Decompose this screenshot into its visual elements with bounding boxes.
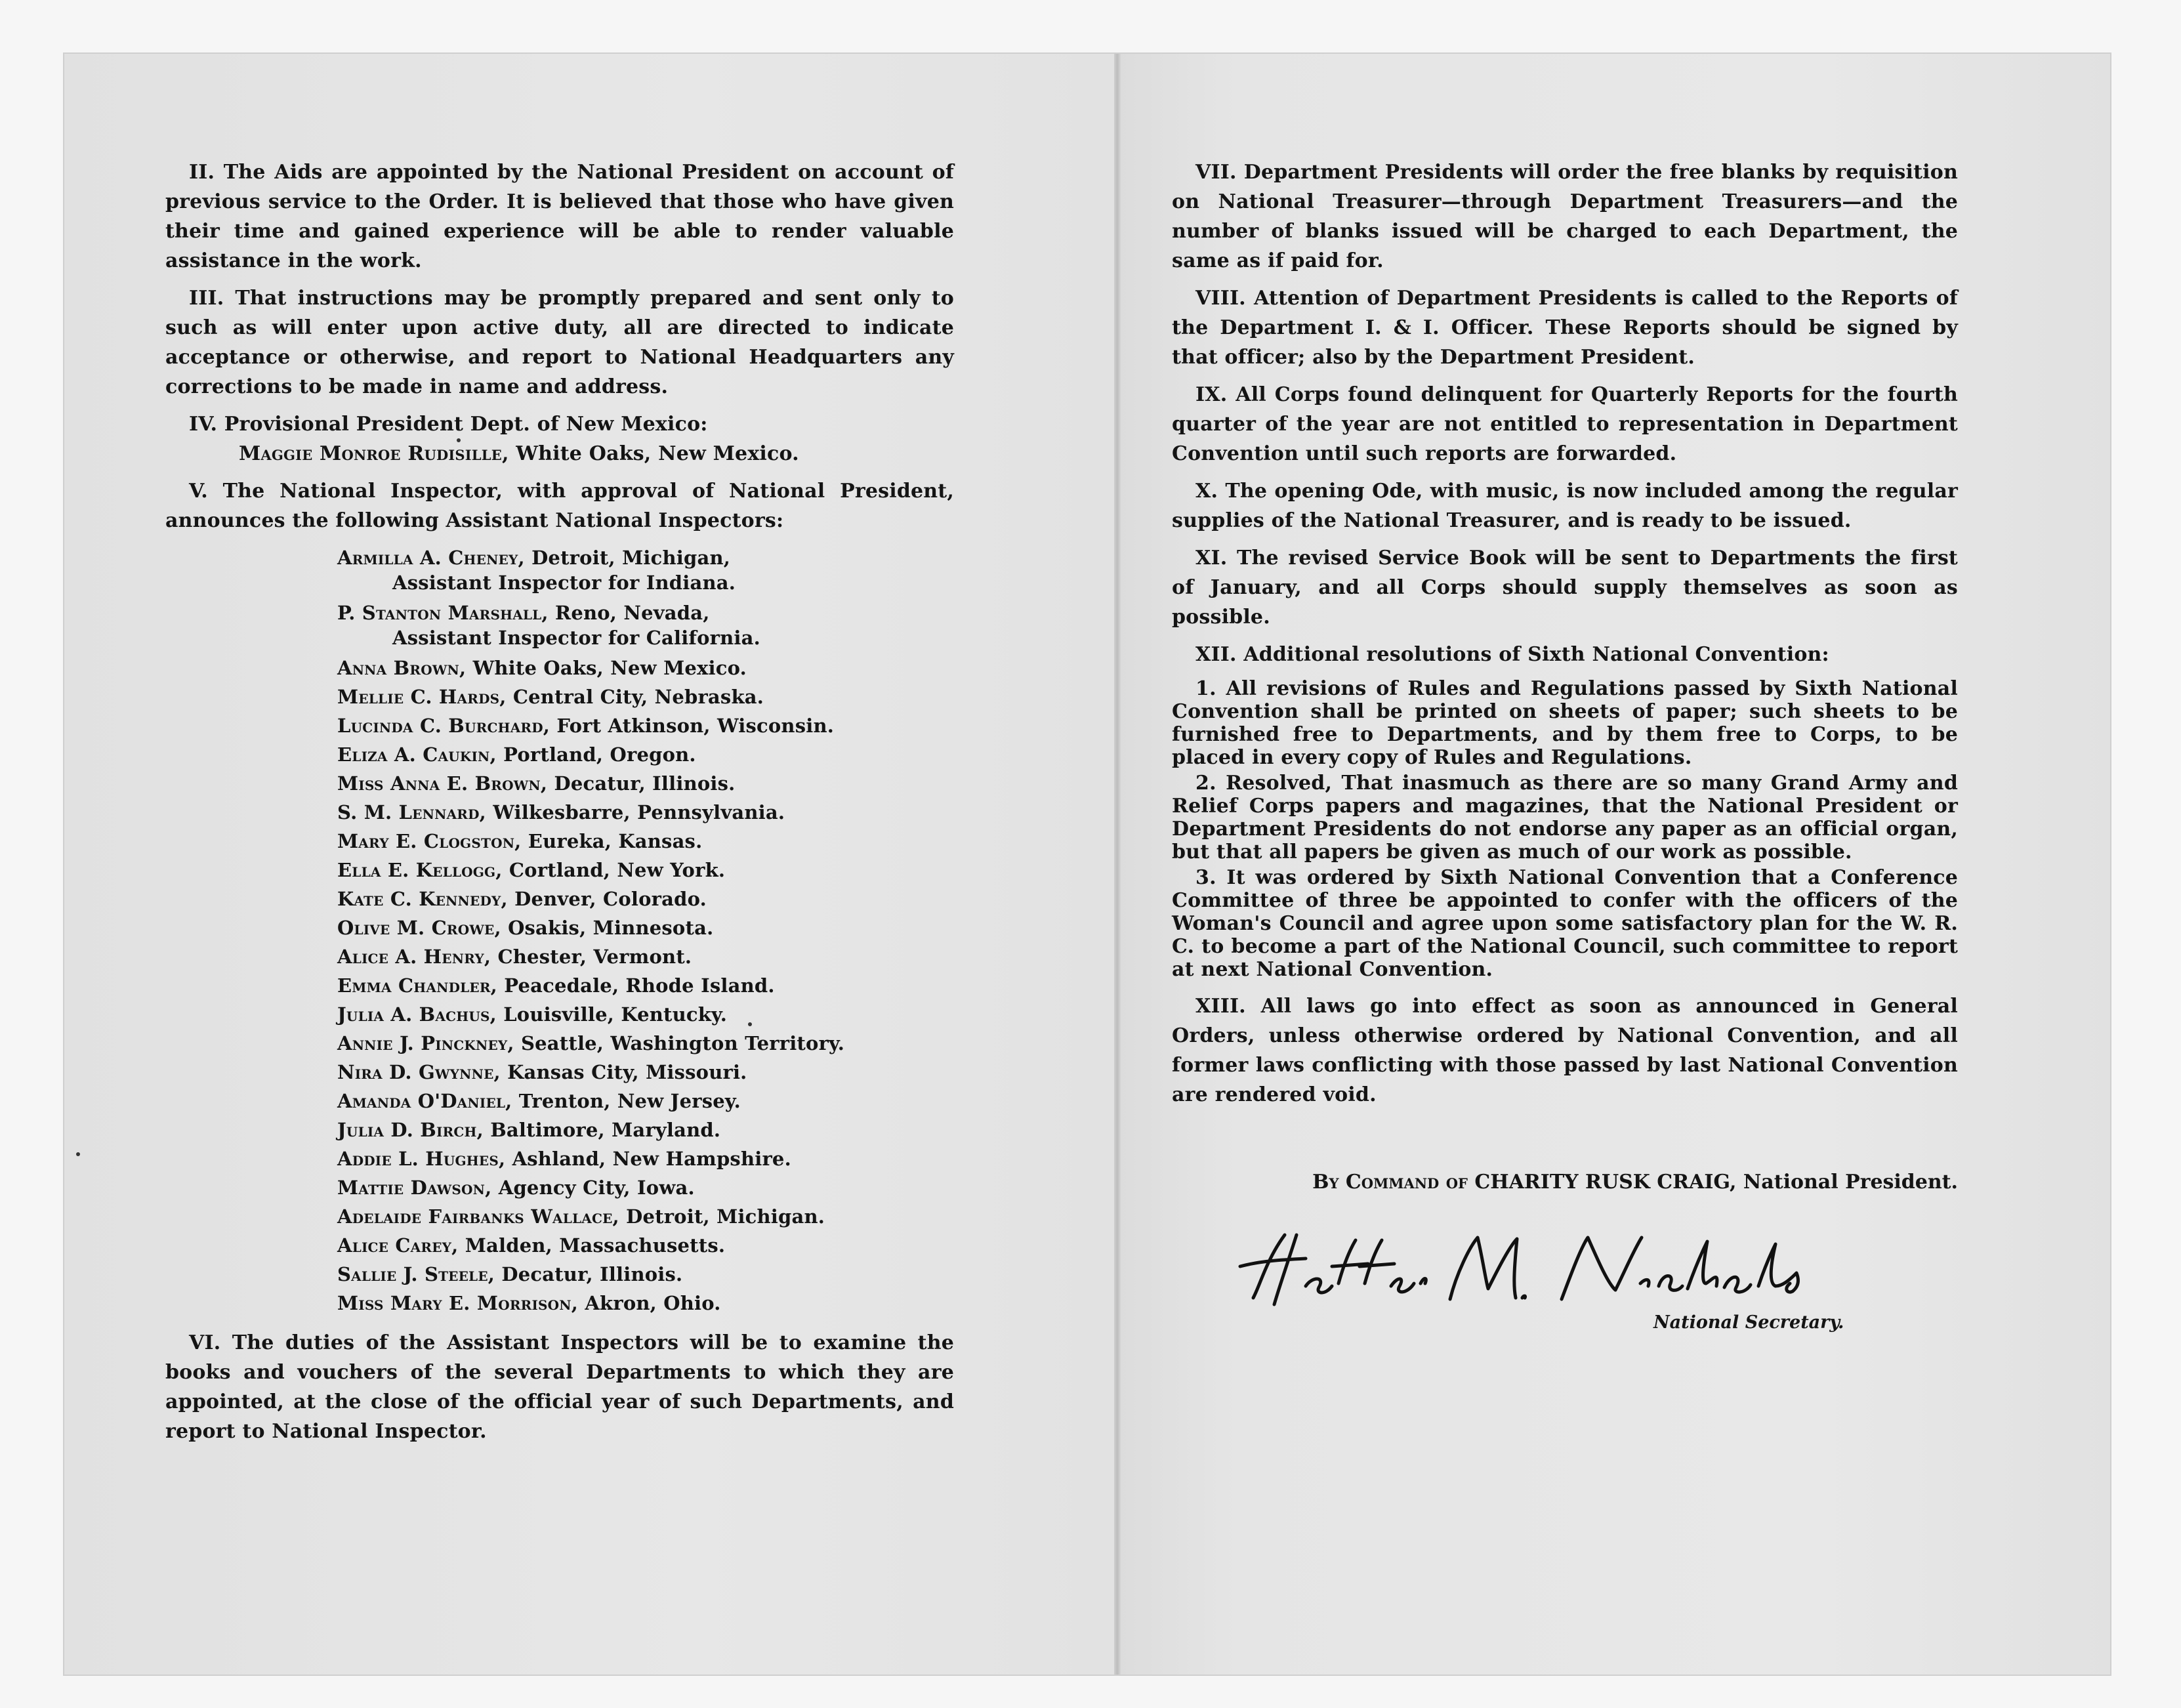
inspector-entry [337,598,954,648]
inspector-entry [337,711,954,740]
inspector-location: Seattle, Washington Territory. [520,1032,845,1054]
print-speck [76,1152,80,1156]
section-iv [165,409,954,469]
inspector-name: Miss Anna E. Brown, [337,772,548,795]
inspector-name: Addie L. Hughes, [337,1148,506,1170]
inspector-location: Malden, Massachusetts. [465,1234,726,1257]
inspector-entry [337,1231,954,1260]
inspector-name: Olive M. Crowe, [337,917,501,939]
inspector-location: Decatur, Illinois. [554,772,736,795]
inspector-name: Alice Carey, [337,1234,459,1257]
inspector-note: Assistant Inspector for Indiana. [392,572,736,594]
section-ii: II. The Aids are appointed by the National President on account of previous service to the Order. It is believed that those who have given their time and gained experience will be able to render valuable assistance in the work. [165,161,954,272]
inspector-entry [337,942,954,971]
inspector-entry [337,654,954,682]
signature-hettie-m-nichols [1234,1220,1824,1319]
inspector-name: Julia A. Bachus, [337,1003,497,1026]
section-viii: VIII. Attention of Department Presidents is called to the Reports of the Department I. & I. Officer. These Reports should be signed by that officer; also by the Department President. [1172,287,1958,369]
inspector-name: Mary E. Clogston, [337,830,522,852]
inspector-location: Detroit, Michigan, [531,547,731,569]
inspector-location: Osakis, Minnesota. [508,917,714,939]
left-column [165,157,954,1454]
inspector-entry [337,740,954,769]
inspector-name: P. Stanton Marshall, [337,602,549,624]
inspector-name: Armilla A. Cheney, [337,547,525,569]
inspector-location: Cortland, New York. [509,859,726,881]
inspector-location: Eureka, Kansas. [528,830,703,852]
inspector-location: Chester, Vermont. [497,946,692,968]
inspector-location: Akron, Ohio. [585,1292,721,1314]
inspector-entry [337,1144,954,1173]
section-ix: IX. All Corps found delinquent for Quarterly Reports for the fourth quarter of the year are not entitled to representation in Department Convention until such reports are forwarded. [1172,383,1958,465]
inspector-location: Agency City, Iowa. [498,1177,695,1199]
print-speck [748,1022,752,1026]
inspector-name: Lucinda C. Burchard, [337,715,550,737]
inspector-location: Ashland, New Hampshire. [512,1148,791,1170]
inspector-entry [337,856,954,885]
section-xiii: XIII. All laws go into effect as soon as announced in General Orders, unless otherwise ordered by National Convention, and all former laws conflicting with those passed by last National Convention are rendered void. [1172,995,1958,1106]
inspector-name: Anna Brown, [337,657,467,679]
inspector-entry [337,971,954,1000]
section-iv-heading: IV. Provisional President Dept. of New Mexico: [189,413,708,436]
provisional-president-place: White Oaks, New Mexico. [516,442,799,465]
inspector-name: Miss Mary E. Morrison, [337,1292,579,1314]
resolutions [1172,677,1958,981]
inspector-list [165,543,954,1318]
inspector-name: Amanda O'Daniel, [337,1090,512,1112]
inspector-name: Kate C. Kennedy, [337,888,508,910]
inspector-entry [337,1000,954,1029]
command-prefix: By Command of [1312,1171,1468,1194]
inspector-location: Detroit, Michigan. [626,1205,825,1228]
section-xii: XII. Additional resolutions of Sixth National Convention: [1195,643,1829,666]
section-x: X. The opening Ode, with music, is now included among the regular supplies of the National Treasurer, and is ready to be issued. [1172,480,1958,532]
inspector-location: Peacedale, Rhode Island. [504,974,775,997]
inspector-name: S. M. Lennard, [337,801,486,823]
resolution-1: 1. All revisions of Rules and Regulations passed by Sixth National Convention shall be printed on sheets of paper; such sheets to be furnished free to Departments, and by them free to Corps, to be placed in every copy of Rules and Regulations. [1172,677,1958,769]
inspector-location: Portland, Oregon. [503,743,696,766]
inspector-location: Denver, Colorado. [514,888,707,910]
inspector-location: Central City, Nebraska. [512,686,764,708]
inspector-location: Reno, Nevada, [555,602,710,624]
inspector-name: Emma Chandler, [337,974,497,997]
inspector-entry [337,798,954,827]
inspector-location: Trenton, New Jersey. [518,1090,741,1112]
inspector-name: Ella E. Kellogg, [337,859,503,881]
inspector-name: Mellie C. Hards, [337,686,507,708]
inspector-entry [337,1029,954,1058]
command-name: CHARITY RUSK CRAIG, [1474,1171,1737,1194]
inspector-entry [337,1289,954,1318]
inspector-name: Julia D. Birch, [337,1119,484,1141]
inspector-entry [337,1087,954,1115]
inspector-name: Sallie J. Steele, [337,1263,495,1285]
inspector-entry [337,885,954,913]
inspector-entry [337,1173,954,1202]
inspector-entry [337,769,954,798]
inspector-location: Wilkesbarre, Pennsylvania. [493,801,785,823]
inspector-entry [337,913,954,942]
provisional-president-name: Maggie Monroe Rudisille, [239,442,509,465]
inspector-location: Baltimore, Maryland. [490,1119,721,1141]
inspector-entry [337,543,954,593]
resolution-3: 3. It was ordered by Sixth National Convention that a Conference Committee of three be appointed to confer with the officers of the Woman's Council and agree upon some satisfactory plan for the W. R. C. to become a part of the National Council, such committee to report at next National Convention. [1172,866,1958,981]
inspector-name: Annie J. Pinckney, [337,1032,514,1054]
inspector-location: Louisville, Kentucky. [503,1003,728,1026]
inspector-location: Kansas City, Missouri. [507,1061,747,1083]
inspector-entry [337,682,954,711]
inspector-location: Decatur, Illinois. [501,1263,683,1285]
command-line [1172,1171,1958,1194]
inspector-name: Mattie Dawson, [337,1177,492,1199]
command-title: National President. [1743,1171,1958,1194]
section-v-intro: V. The National Inspector, with approval of National President, announces the following Assistant National Inspectors: [165,480,954,532]
section-vii: VII. Department Presidents will order the free blanks by requisition on National Treasurer—through Department Treasurers—and the number of blanks issued will be charged to each Department, the same as if paid for. [1172,161,1958,272]
section-iii: III. That instructions may be promptly prepared and sent only to such as will enter upon active duty, all are directed to indicate acceptance or otherwise, and report to National Headquarters any corrections to be made in name and address. [165,287,954,398]
inspector-entry [337,1115,954,1144]
inspector-entry [337,1202,954,1231]
print-speck [457,438,461,442]
inspector-entry [337,827,954,856]
inspector-name: Alice A. Henry, [337,946,491,968]
inspector-name: Nira D. Gwynne, [337,1061,501,1083]
inspector-location: Fort Atkinson, Wisconsin. [556,715,835,737]
inspector-entry [337,1260,954,1289]
inspector-location: White Oaks, New Mexico. [472,657,747,679]
inspector-note: Assistant Inspector for California. [392,627,760,649]
inspector-name: Adelaide Fairbanks Wallace, [337,1205,619,1228]
resolution-2: 2. Resolved, That inasmuch as there are so many Grand Army and Relief Corps papers and magazines, that the National President or Department Presidents do not endorse any paper as an official organ, but that all papers be given as much of our work as possible. [1172,772,1958,864]
section-iv-entry [165,439,954,469]
inspector-name: Eliza A. Caukin, [337,743,497,766]
right-column [1172,157,1958,1117]
page-fold [1114,54,1121,1675]
secretary-title: National Secretary. [1653,1312,1844,1333]
inspector-entry [337,1058,954,1087]
section-xi: XI. The revised Service Book will be sent to Departments the first of January, and all Corps should supply themselves as soon as possible. [1172,547,1958,629]
section-vi: VI. The duties of the Assistant Inspectors will be to examine the books and vouchers of the several Departments to which they are appointed, at the close of the official year of such Departments, and report to National Inspector. [165,1331,954,1443]
